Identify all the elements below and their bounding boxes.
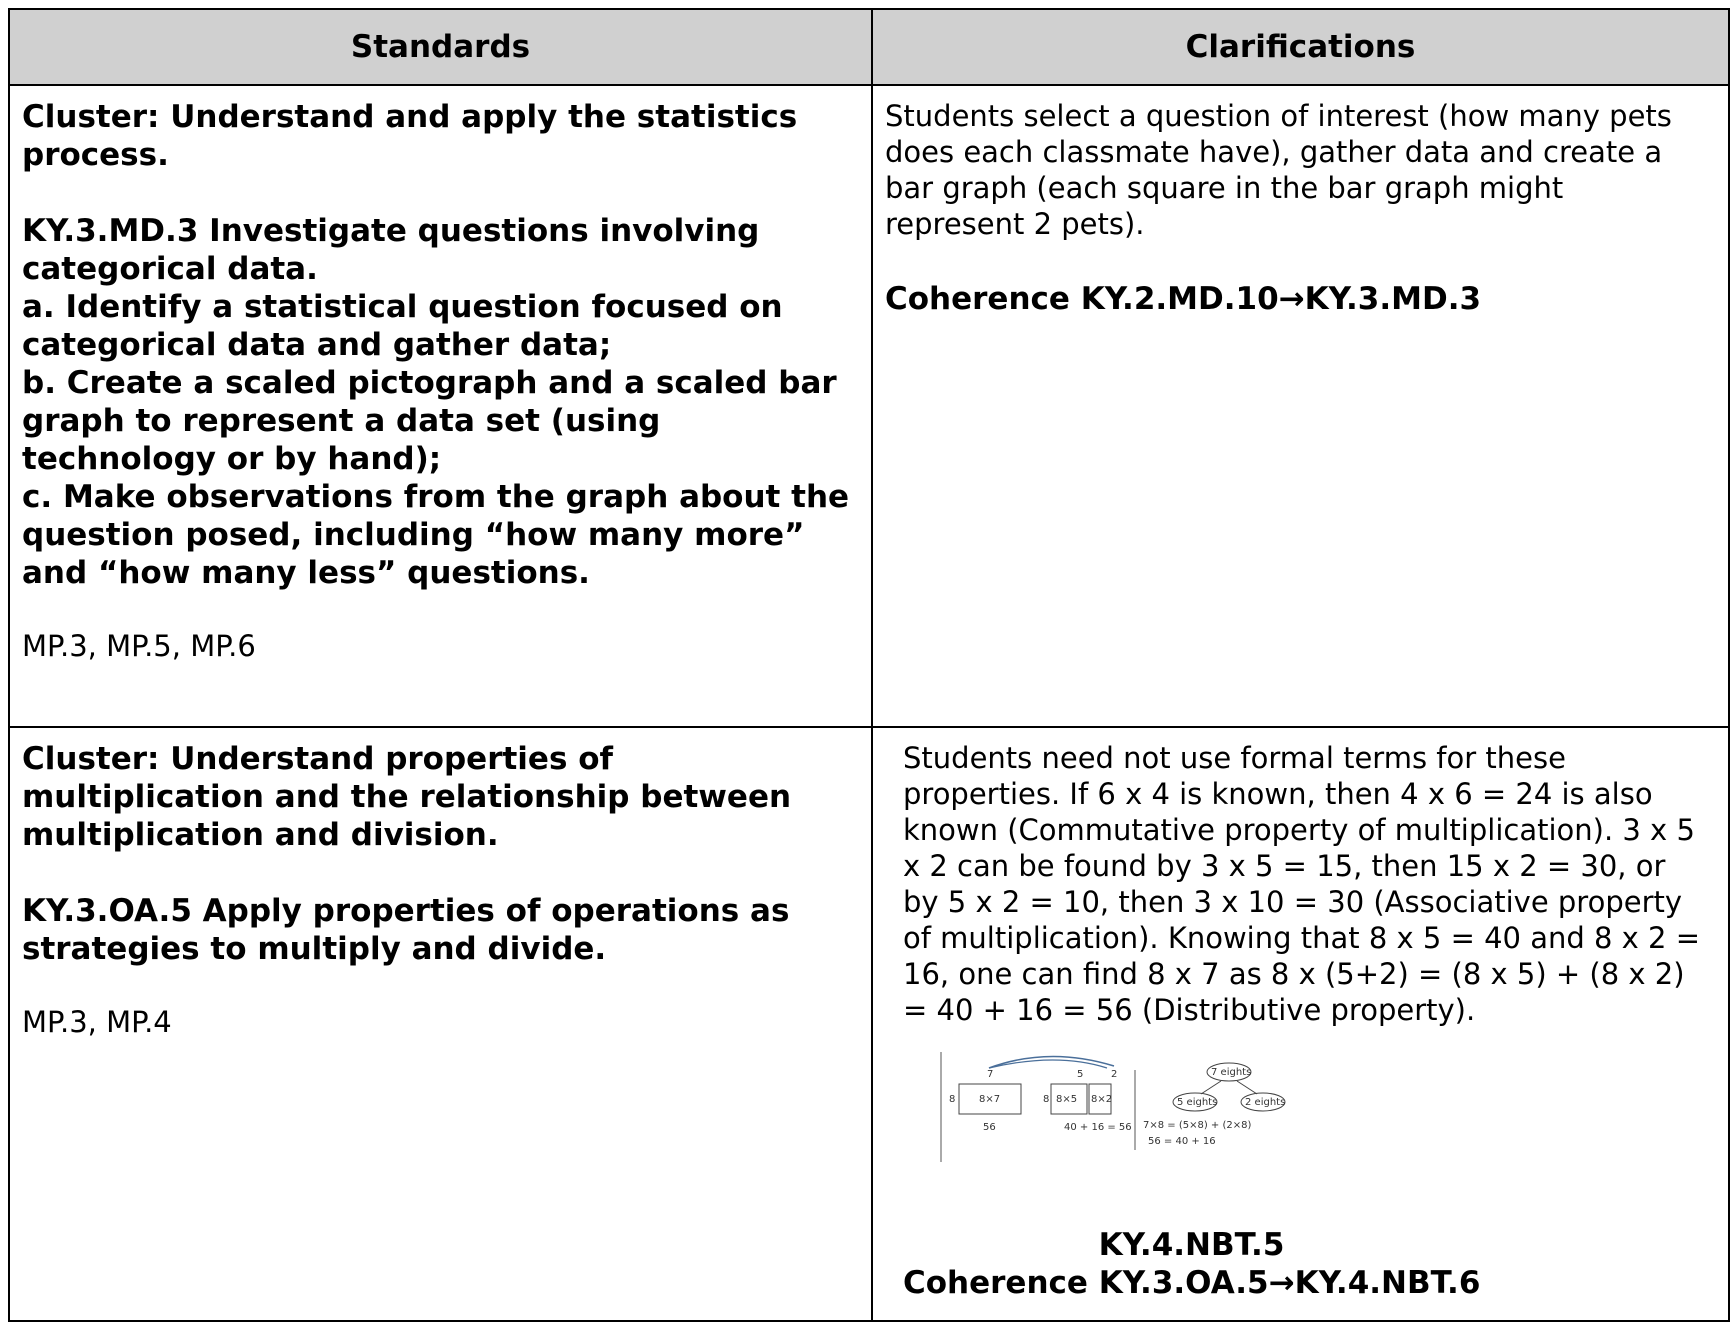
box-8x5-label: 8×5 bbox=[1056, 1094, 1078, 1105]
standards-cell bbox=[9, 727, 872, 1321]
distributive-property-figure bbox=[939, 1050, 1299, 1170]
standards-table bbox=[8, 8, 1730, 1322]
equation-line-2: 56 = 40 + 16 bbox=[1148, 1136, 1216, 1147]
table-row bbox=[9, 85, 1729, 727]
clarification-text: Students need not use formal terms for these properties. If 6 x 4 is known, then 4 x 6 = 24 is also known (Commutative property of multiplication). 3 x 5 x 2 can be found by 3 x 5 = 15, then 15 x 2 = 30, or by 5 x 2 = 10, then 3 x 10 = 30 (Associative property of multiplication). Knowing that 8 x 5 = 40 and 8 x 2 = 16, one can find 8 x 7 as 8 x (5+2) = (8 x 5) + (8 x 2) = 40 + 16 = 56 (Distributive property). bbox=[903, 741, 1701, 1027]
clarifications-header: Clarifications bbox=[872, 9, 1729, 85]
tree-branch-right bbox=[1237, 1081, 1257, 1094]
table-row bbox=[9, 727, 1729, 1321]
label-2: 2 bbox=[1111, 1069, 1118, 1080]
cluster-heading: Cluster: Understand properties of multiplication and the relationship between multiplication and division. bbox=[22, 741, 792, 853]
math-practices: MP.3, MP.5, MP.6 bbox=[22, 629, 256, 663]
box-8x2-label: 8×2 bbox=[1091, 1094, 1113, 1105]
sum-line: 40 + 16 = 56 bbox=[1064, 1122, 1132, 1133]
math-practices: MP.3, MP.4 bbox=[22, 1005, 172, 1039]
clarification-text: Students select a question of interest (how many pets does each classmate have), gather data and create a bar graph (each square in the bar graph might represent 2 pets). bbox=[885, 99, 1672, 241]
standards-header: Standards bbox=[9, 9, 872, 85]
cluster-heading: Cluster: Understand and apply the statistics process. bbox=[22, 99, 798, 173]
side-8: 8 bbox=[949, 1094, 956, 1105]
equation-line-1: 7×8 = (5×8) + (2×8) bbox=[1143, 1120, 1252, 1131]
bubble-7-eights-label: 7 eights bbox=[1211, 1067, 1252, 1078]
clarifications-cell bbox=[872, 85, 1729, 727]
side-8: 8 bbox=[1043, 1094, 1050, 1105]
coherence-link-line1: KY.4.NBT.5 bbox=[1098, 1227, 1285, 1263]
label-7: 7 bbox=[987, 1069, 994, 1080]
header-row bbox=[9, 9, 1729, 85]
coherence-link: Coherence KY.2.MD.10→KY.3.MD.3 bbox=[885, 281, 1482, 317]
arrow-arc-inner bbox=[989, 1060, 1107, 1068]
result-56: 56 bbox=[983, 1122, 996, 1133]
standard-item-c: c. Make observations from the graph about the question posed, including “how many more” and “how many less” questions. bbox=[22, 479, 850, 591]
arrow-arc bbox=[989, 1056, 1114, 1068]
standard-item-a: a. Identify a statistical question focused on categorical data and gather data; bbox=[22, 289, 783, 363]
tree-branch-left bbox=[1201, 1081, 1221, 1094]
coherence-link-line2: Coherence KY.3.OA.5→KY.4.NBT.6 bbox=[903, 1265, 1481, 1301]
standards-cell bbox=[9, 85, 872, 727]
bubble-5-eights-label: 5 eights bbox=[1177, 1097, 1218, 1108]
standard-title: KY.3.OA.5 Apply properties of operations as strategies to multiply and divide. bbox=[22, 893, 790, 967]
standard-item-b: b. Create a scaled pictograph and a scaled bar graph to represent a data set (using technology or by hand); bbox=[22, 365, 837, 477]
bubble-2-eights-label: 2 eights bbox=[1245, 1097, 1286, 1108]
label-5: 5 bbox=[1077, 1069, 1084, 1080]
standard-title: KY.3.MD.3 Investigate questions involving categorical data. bbox=[22, 213, 760, 287]
clarifications-cell bbox=[872, 727, 1729, 1321]
box-8x7-label: 8×7 bbox=[979, 1094, 1001, 1105]
